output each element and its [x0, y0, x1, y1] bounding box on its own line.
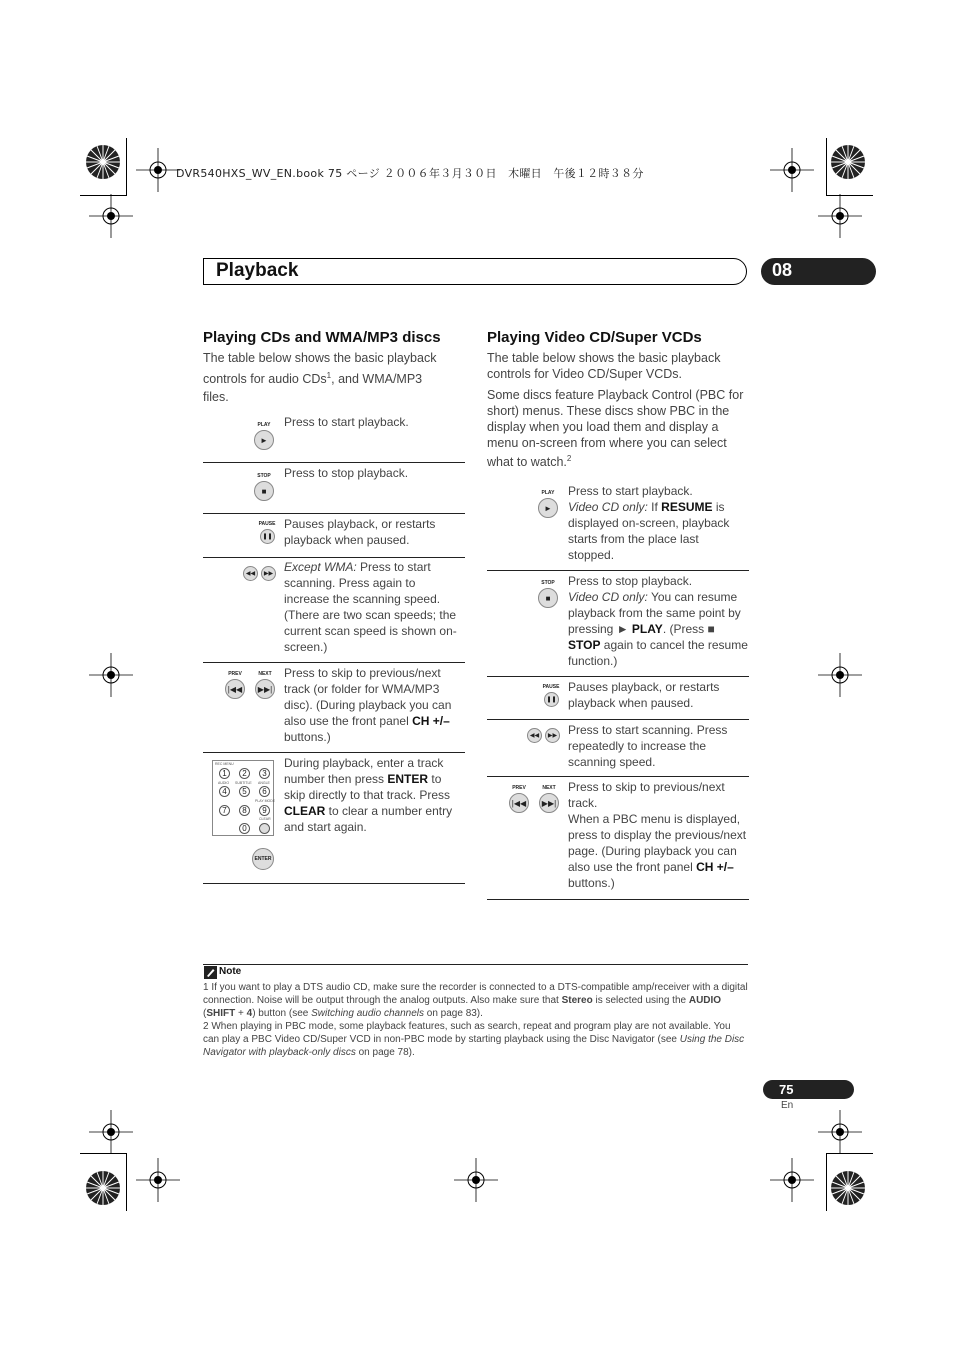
key-3[interactable]: 3	[259, 768, 270, 779]
key-6[interactable]: 6	[259, 786, 270, 797]
subtitle-sub-label: SUBTITLE	[235, 781, 252, 785]
stop-button[interactable]	[254, 481, 274, 501]
stop-label: STOP	[257, 473, 271, 479]
row-divider	[203, 883, 465, 884]
number-description: During playback, enter a track number then press ENTER to skip directly to that track. Press CLEAR to clear a number entry and start again.	[284, 756, 453, 834]
right-intro: The table below shows the basic playback controls for Video CD/Super VCDs.	[487, 351, 721, 381]
play-mode-sub-label: PLAY MODE	[255, 799, 276, 803]
play-button[interactable]	[254, 430, 274, 450]
fast-forward-icon: ▶▶	[263, 571, 274, 577]
play-icon: ►	[260, 435, 268, 445]
footnote-2: 2 When playing in PBC mode, some playback features, such as search, repeat and program play are not available. You can play a PBC Video CD/Super VCD in non-PBC mode by starting playback using the Disc Navigator (see Using the Disc Navigator with playback-only discs on page 78).	[203, 1021, 745, 1058]
skip-back-icon: |◀◀	[511, 798, 527, 808]
page-number-badge	[763, 1080, 854, 1099]
row-divider	[203, 557, 465, 558]
right-pbc-text: Some discs feature Playback Control (PBC for short) menus. These discs show PBC in the display when you load them and display a menu on-screen from where you can select what to watch.$^2$	[487, 388, 744, 470]
key-7[interactable]: 7	[219, 805, 230, 816]
row-divider	[203, 513, 465, 514]
fast-forward-icon: ▶▶	[547, 733, 558, 739]
angle-sub-label: ANGLE	[258, 781, 270, 785]
pause-icon: ❚❚	[546, 697, 557, 703]
key-9[interactable]: 9	[259, 805, 270, 816]
row-divider	[487, 676, 749, 677]
play-icon: ►	[544, 503, 552, 513]
vcd-scan-description: Press to start scanning. Press repeatedly to increase the scanning speed.	[568, 723, 728, 769]
keypad-top-label: REC MENU	[215, 762, 234, 766]
prev-button[interactable]	[225, 679, 245, 699]
vcd-pause-button[interactable]	[544, 692, 559, 707]
key-0[interactable]: 0	[239, 823, 250, 834]
vcd-stop-label: STOP	[541, 580, 555, 586]
prev-label: PREV	[228, 671, 242, 677]
right-heading: Playing Video CD/Super VCDs	[487, 329, 702, 346]
key-5[interactable]: 5	[239, 786, 250, 797]
note-icon	[204, 966, 217, 979]
clear-key[interactable]	[259, 823, 270, 834]
stop-icon: ■	[261, 486, 267, 496]
clear-sub-label: CLEAR	[259, 817, 271, 821]
note-rule	[203, 964, 748, 965]
page-title-bar	[203, 258, 747, 285]
skip-forward-icon: ▶▶|	[541, 798, 557, 808]
key-1[interactable]: 1	[219, 768, 230, 779]
skip-forward-icon: ▶▶|	[257, 684, 273, 694]
vcd-pause-label: PAUSE	[542, 684, 560, 690]
vcd-prev-label: PREV	[512, 785, 526, 791]
row-divider	[203, 462, 465, 463]
vcd-play-label: PLAY	[541, 490, 555, 496]
row-divider	[487, 719, 749, 720]
number-keypad	[212, 760, 274, 836]
row-divider	[487, 899, 749, 900]
pause-label: PAUSE	[258, 521, 276, 527]
pause-description: Pauses playback, or restarts playback when paused.	[284, 517, 436, 547]
vcd-next-label: NEXT	[542, 785, 556, 791]
stop-icon: ■	[545, 593, 551, 603]
audio-sub-label: AUDIO	[218, 781, 230, 785]
pause-icon: ❚❚	[262, 534, 273, 540]
scan-reverse-button[interactable]	[243, 566, 258, 581]
footnote-1: 1 If you want to play a DTS audio CD, make sure the recorder is connected to a DTS-compatible amp/receiver with a digital connection. Noise will be output through the analog outputs. Also make sure that Stereo is selected using the AUDIO (SHIFT + 4) button (see Switching audio channels on page 83).	[203, 982, 748, 1019]
key-8[interactable]: 8	[239, 805, 250, 816]
play-label: PLAY	[257, 422, 271, 428]
skip-back-icon: |◀◀	[227, 684, 243, 694]
vcd-stop-description: Press to stop playback. Video CD only: You can resume playback from the same point by pressing ► PLAY. (Press ■ STOP again to cancel the resume function.)	[568, 574, 748, 668]
skip-description: Press to skip to previous/next track (or folder for WMA/MP3 disc). (During playback you can also use the front panel CH +/– buttons.)	[284, 666, 452, 744]
left-heading: Playing CDs and WMA/MP3 discs	[203, 329, 441, 346]
next-label: NEXT	[258, 671, 272, 677]
left-intro: The table below shows the basic playback controls for audio CDs$^1$, and WMA/MP3 files.	[203, 351, 437, 405]
enter-button[interactable]: ENTER	[252, 848, 274, 870]
vcd-play-button[interactable]	[538, 498, 558, 518]
row-divider	[203, 752, 465, 753]
key-2[interactable]: 2	[239, 768, 250, 779]
rewind-icon: ◀◀	[529, 733, 540, 739]
chapter-number: 08	[772, 260, 793, 280]
vcd-play-description: Press to start playback. Video CD only: If RESUME is displayed on-screen, playback starts from the place last stopped.	[568, 484, 730, 562]
vcd-next-button[interactable]	[539, 793, 559, 813]
rewind-icon: ◀◀	[245, 571, 256, 577]
row-divider	[487, 570, 749, 571]
note-title: Note	[219, 966, 242, 977]
vcd-pause-description: Pauses playback, or restarts playback when paused.	[568, 680, 720, 710]
book-header: DVR540HXS_WV_EN.book 75 ページ ２００６年３月３０日 木曜日 午後１２時３８分	[176, 167, 644, 180]
scan-description: Except WMA: Press to start scanning. Press again to increase the scanning speed. (There are two scan speeds; the current scan speed is shown on-screen.)	[284, 560, 457, 654]
stop-description: Press to stop playback.	[284, 466, 409, 480]
vcd-prev-button[interactable]	[509, 793, 529, 813]
scan-forward-button[interactable]	[261, 566, 276, 581]
vcd-skip-description: Press to skip to previous/next track. When a PBC menu is displayed, press to display the previous/next page. (During playback you can also use the front panel CH +/– buttons.)	[568, 780, 747, 890]
play-description: Press to start playback.	[284, 415, 409, 429]
key-4[interactable]: 4	[219, 786, 230, 797]
next-button[interactable]	[255, 679, 275, 699]
row-divider	[203, 662, 465, 663]
vcd-stop-button[interactable]	[538, 588, 558, 608]
page-title: Playback	[216, 260, 299, 281]
chapter-badge	[761, 258, 876, 285]
row-divider	[487, 776, 749, 777]
vcd-scan-forward-button[interactable]	[545, 728, 560, 743]
page-number: 75	[779, 1082, 794, 1097]
language-code: En	[781, 1100, 794, 1111]
vcd-scan-reverse-button[interactable]	[527, 728, 542, 743]
pause-button[interactable]	[260, 529, 275, 544]
